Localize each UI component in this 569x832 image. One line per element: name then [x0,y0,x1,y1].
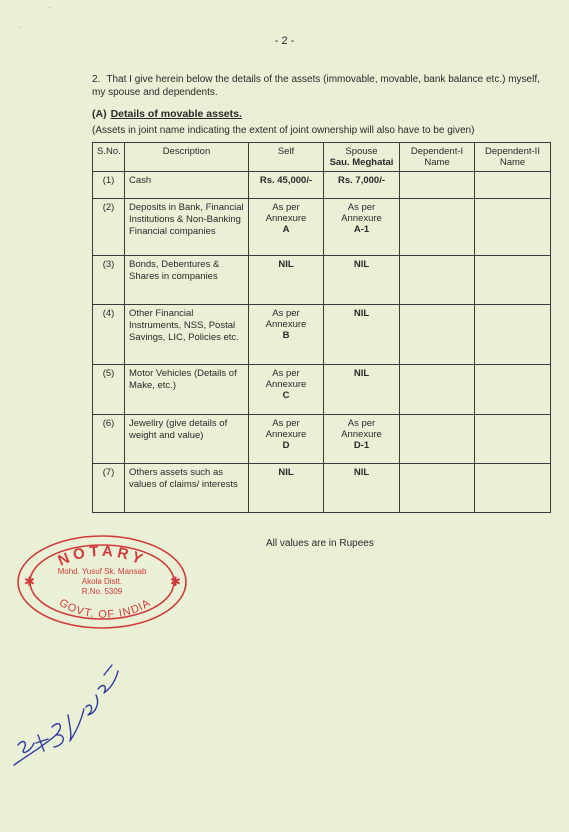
row-description: Cash [125,172,249,199]
row-sno: (4) [93,305,125,365]
self-line: Annexure [265,213,307,224]
row-dependent-1 [400,464,475,513]
row-dependent-2 [475,365,551,415]
table-row [93,199,551,256]
row-sno: (5) [93,365,125,415]
row-self [249,305,324,365]
header-dependent-2-name: Name [499,157,526,168]
row-description: Other Financial Instruments, NSS, Postal Savings, LIC, Policies etc. [125,305,249,365]
movable-assets-table [92,142,551,513]
spouse-line: Annexure [341,429,382,440]
declaration-paragraph [92,73,547,99]
row-dependent-2 [475,172,551,199]
row-self [249,199,324,256]
values-note: All values are in Rupees [266,538,374,549]
section-title: Details of movable assets. [110,108,242,120]
paragraph-number: 2. [92,74,101,85]
scan-mark: · [48,2,52,13]
row-dependent-1 [400,305,475,365]
header-self: Self [249,143,324,172]
row-description: Deposits in Bank, Financial Institutions & Non-Banking Financial companies [125,199,249,256]
header-spouse-label: Spouse [345,146,378,157]
row-spouse: NIL [324,305,400,365]
table-row [93,464,551,513]
row-dependent-2 [475,305,551,365]
row-dependent-2 [475,415,551,464]
row-dependent-2 [475,199,551,256]
spouse-annexure-ref: D-1 [353,440,370,451]
stamp-star-icon: ✱ [170,574,181,589]
spouse-annexure-ref: A-1 [353,224,370,235]
table-row [93,305,551,365]
table-row [93,365,551,415]
row-spouse: Rs. 7,000/- [324,172,400,199]
section-label: (A) [92,108,107,120]
header-dependent-1-name: Name [424,157,450,168]
row-sno: (2) [93,199,125,256]
header-dependent-2 [475,143,551,172]
paragraph-text: That I give herein below the details of the assets (immovable, movable, bank balance etc.) myself, my spouse and dependents. [92,74,540,98]
row-description: Motor Vehicles (Details of Make, etc.) [125,365,249,415]
self-annexure-ref: C [282,390,290,401]
spouse-line: Annexure [341,213,382,224]
stamp-notary-text: NOTARY [55,542,149,570]
header-dependent-1 [400,143,475,172]
self-line: Annexure [265,379,307,390]
notary-stamp [12,530,192,630]
row-spouse: NIL [324,256,400,305]
row-description: Bonds, Debentures & Shares in companies [125,256,249,305]
row-description: Jewellry (give details of weight and value) [125,415,249,464]
table-row [93,256,551,305]
stamp-reg-no: R.No. 5309 [81,587,123,596]
table-header-row [93,143,551,172]
row-description: Others assets such as values of claims/ interests [125,464,249,513]
row-self: Rs. 45,000/- [249,172,324,199]
row-sno: (6) [93,415,125,464]
table-row [93,172,551,199]
self-line: Annexure [265,319,307,330]
self-line: Annexure [265,429,307,440]
header-spouse-name: Sau. Meghatai [329,157,394,168]
self-line: As per [272,308,300,319]
header-dependent-1-label: Dependent-I [410,146,464,157]
row-sno: (7) [93,464,125,513]
joint-ownership-note: (Assets in joint name indicating the extent of joint ownership will also have to be given) [92,125,475,136]
row-self [249,415,324,464]
self-line: As per [272,202,300,213]
self-line: As per [272,418,300,429]
spouse-line: As per [347,202,376,213]
row-self: NIL [249,464,324,513]
scan-mark: · [18,22,22,33]
spouse-line: As per [347,418,376,429]
header-sno: S.No. [93,143,125,172]
self-annexure-ref: D [282,440,290,451]
row-dependent-2 [475,256,551,305]
row-dependent-1 [400,172,475,199]
row-self: NIL [249,256,324,305]
stamp-star-icon: ✱ [24,574,35,589]
row-sno: (1) [93,172,125,199]
self-annexure-ref: A [282,224,290,235]
header-spouse [324,143,400,172]
row-spouse [324,199,400,256]
row-spouse: NIL [324,365,400,415]
row-sno: (3) [93,256,125,305]
row-self [249,365,324,415]
section-heading [92,108,242,120]
self-line: As per [272,368,300,379]
table-row [93,415,551,464]
row-dependent-1 [400,415,475,464]
row-dependent-1 [400,365,475,415]
self-annexure-ref: B [282,330,290,341]
header-dependent-2-label: Dependent-II [485,146,540,157]
header-description: Description [125,143,249,172]
stamp-district: Akola Distt. [81,577,123,586]
row-spouse [324,415,400,464]
handwritten-signature [8,655,128,770]
stamp-govt-text: GOVT. OF INDIA [56,596,154,621]
row-dependent-2 [475,464,551,513]
row-dependent-1 [400,199,475,256]
page-number: - 2 - [274,35,295,47]
stamp-name: Mohd. Yusuf Sk. Mansab [57,567,147,576]
row-dependent-1 [400,256,475,305]
row-spouse: NIL [324,464,400,513]
